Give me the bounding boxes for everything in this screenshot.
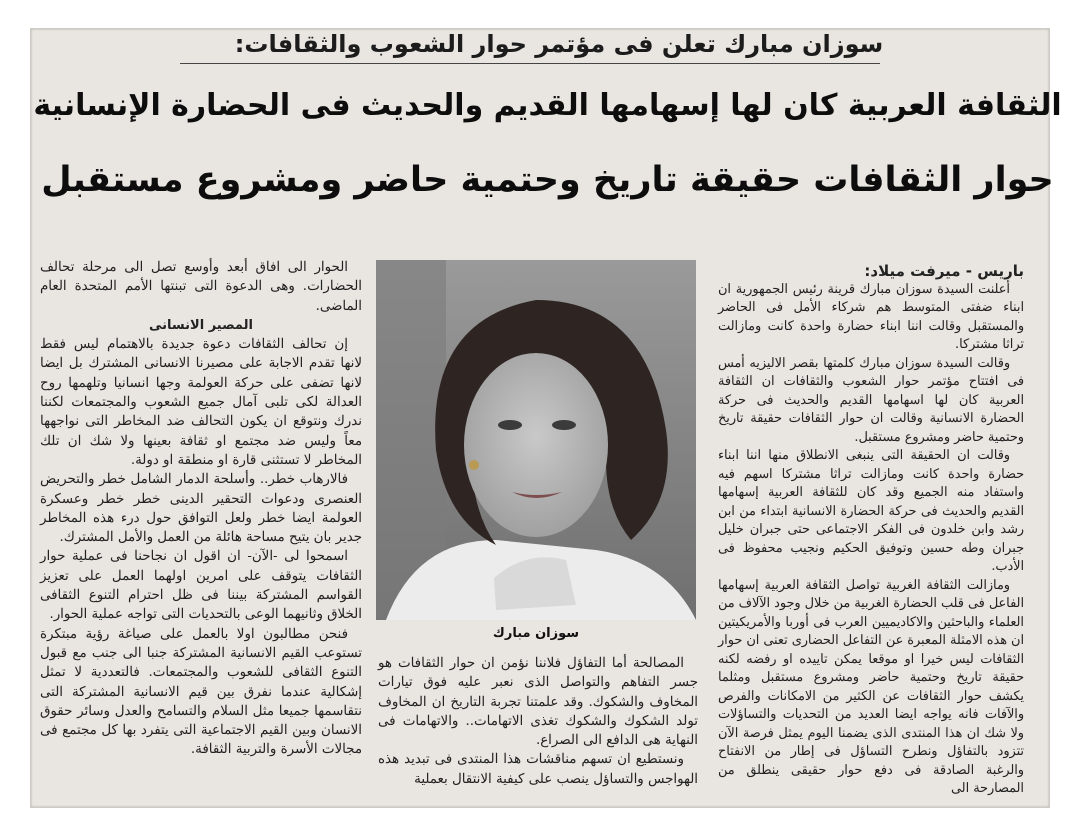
byline: باريس - ميرفت ميلاد:	[864, 262, 1024, 280]
kicker-headline: سوزان مبارك تعلن فى مؤتمر حوار الشعوب والثقافات:	[234, 30, 884, 58]
paragraph: أعلنت السيدة سوزان مبارك قرينة رئيس الجمهورية ان ابناء ضفتى المتوسط هم شركاء الأمل فى الحاضر والمستقبل وقالت اننا ابناء حضارة واحدة كانت ومازالت تراثا مشتركا.	[718, 281, 1024, 352]
paragraph: ومازالت الثقافة الغربية تواصل الثقافة العربية إسهامها الفاعل فى قلب الحضارة الغربية من خلال وجود الآلاف من العلماء والباحثين والاكاديميين العرب فى أوربا والأمريكيتين ان هذه الامثلة المعبرة عن التفاعل الحضارى تعنى ان حوار الثقافات ليس خيرا او موقعا يمكن تاييده او رفضه لكنه حقيقة تاريخ وحتمية حاضر ومشروع مستقبل ومثلما يكشف حوار الثقافات عن الكثير من الامكانات والفرص والآفات فانه يواجه ايضا العديد من التحديات والتساؤلات ولا شك ان هذا المنتدى الذى يضمنا اليوم يمثل فرصة الآن تتزود بالتفاؤل ونطرح التساؤل فى إطار من الانفتاح والرغبة الصادقة فى دفع حوار حقيقى ينطلق من المصارحة الى	[718, 577, 1024, 796]
portrait-photo	[376, 260, 696, 620]
paragraph: ونستطيع ان تسهم مناقشات هذا المنتدى فى تبديد هذه الهواجس والتساؤل ينصب على كيفية الانتقال بعملية	[378, 752, 698, 787]
photo-caption: سوزان مبارك	[492, 626, 580, 641]
main-headline-line-1: الثقافة العربية كان لها إسهامها القديم والحديث فى الحضارة الإنسانية	[33, 88, 1062, 123]
paragraph: إن تحالف الثقافات دعوة جديدة بالاهتمام ليس فقط لانها تقدم الاجابة على مصيرنا الانسانى المشترك بل ايضا لانها تضفى على حركة العولمة وجها انسانيا وتلهمها روح العدالة لكى تلبى آمال جميع الشعوب والمجتمعات لكننا ندرك ونتوقع ان يكون التحالف ضد المخاطر التى نواجهها معاً وليس ضد مجتمع او ثقافة بعينها ولا شك ان تلك المخاطر لا تستثنى قارة او منطقة او دولة.	[40, 337, 362, 468]
article-column-right	[718, 262, 1024, 799]
paragraph: المصالحة أما التفاؤل فلاننا نؤمن ان حوار الثقافات هو جسر التفاهم والتواصل الذى نعبر عليه فوق تيارات المخاوف والشكوك. وقد علمتنا تجربة التاريخ ان المخاوف تولد الشكوك والشكوك تغذى الاتهامات.. والاتهامات فى النهاية هى الدافع الى الصراع.	[378, 656, 698, 749]
paragraph: فنحن مطالبون اولا بالعمل على صياغة رؤية مبتكرة تستوعب القيم الانسانية المشتركة جنبا الى جنب مع قبول التنوع الثقافى للشعوب والمجتمعات. فالتعددية لا تمثل إشكالية عندما نفرق بين قيم الانسانية المشتركة التى نتقاسمها جميعا مثل السلام والتسامح والعدل وسائر حقوق الانسان وبين القيم الاجتماعية التى يتفرد بها كل مجتمع فى مجالات الأسرة والتربية الثقافة.	[40, 626, 362, 758]
paragraph: فالارهاب خطر.. وأسلحة الدمار الشامل خطر والتحريض العنصرى ودعوات التحقير الدينى خطر خطر وعسكرة العولمة ايضا خطر ولعل التوافق حول درء هذه المخاطر جدير بان يتيح مساحة هائلة من العمل والأمل المشترك.	[40, 472, 362, 546]
article-column-middle	[378, 654, 698, 789]
section-subhead: المصير الانسانى	[149, 317, 253, 333]
kicker-divider	[180, 63, 880, 64]
paragraph: اسمحوا لى -الآن- ان اقول ان نجاحنا فى عملية حوار الثقافات يتوقف على امرين اولهما العمل على تعزيز القواسم المشتركة بيننا فى ظل احترام التنوع الثقافى الخلاق وثانيهما الوعى بالتحديات التى تواجه عملية الحوار.	[40, 549, 362, 623]
paragraph: الحوار الى افاق أبعد وأوسع تصل الى مرحلة تحالف الحضارات. وهى الدعوة التى تبنتها الأمم المتحدة العام الماضى.	[40, 260, 362, 314]
main-headline-line-2: حوار الثقافات حقيقة تاريخ وحتمية حاضر ومشروع مستقبل	[41, 160, 1054, 200]
paragraph: وقالت السيدة سوزان مبارك كلمتها بقصر الاليزيه أمس فى افتتاح مؤتمر حوار الشعوب والثقافات ان الثقافة العربية كان لها اسهامها القديم والحديث فى حركة الحضارة الانسانية وقالت ان حوار الثقافات حقيقة تاريخ وحتمية حاضر ومشروع مستقبل.	[718, 355, 1024, 445]
paragraph: وقالت ان الحقيقة التى ينبغى الانطلاق منها اننا ابناء حضارة واحدة كانت ومازالت تراثا مشتركا اسهم فيه واستفاد منه الجميع وقد كان للثقافة العربية إسهامها القديم والحديث فى حركة الحضارة الانسانية ابتداء من ابن رشد وابن خلدون فى الفكر الاجتماعى حتى جبران خليل جبران وطه حسين وتوفيق الحكيم ونجيب محفوظ فى الأدب.	[718, 448, 1024, 574]
portrait-image	[376, 260, 696, 620]
article-column-left	[40, 258, 362, 760]
